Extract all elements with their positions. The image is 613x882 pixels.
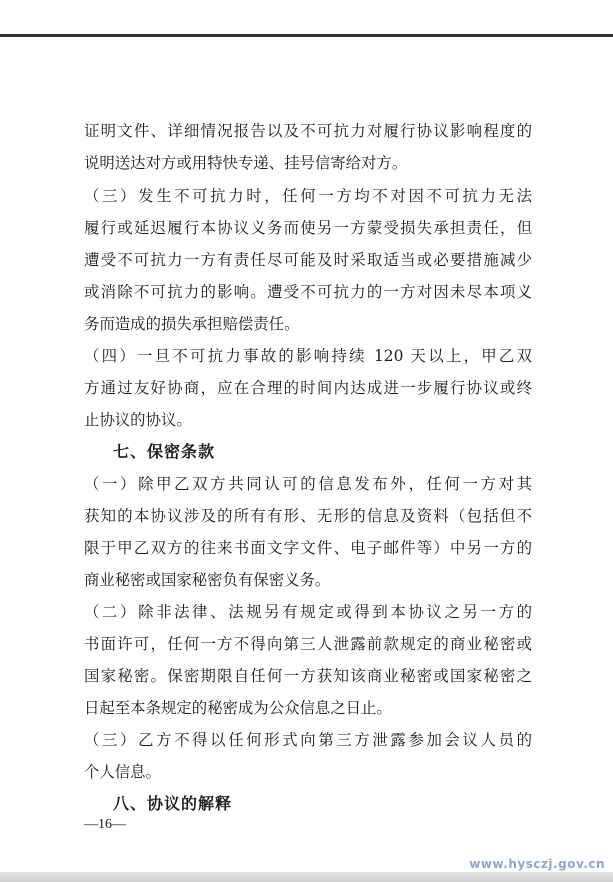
page-top-margin <box>0 0 613 34</box>
text-line: 日起至本条规定的秘密成为公众信息之日止。 <box>84 699 392 717</box>
text-line: 个人信息。 <box>84 763 161 781</box>
text-line: 国家秘密。保密期限自任何一方获知该商业秘密或国家秘密之 <box>84 667 532 685</box>
page-bottom-edge <box>0 872 613 882</box>
text-line: （四）一旦不可抗力事故的影响持续 120 天以上，甲乙双 <box>84 347 532 365</box>
page-number: —16— <box>84 817 126 832</box>
text-line: 证明文件、详细情况报告以及不可抗力对履行协议影响程度的 <box>84 122 532 140</box>
text-line: 限于甲乙双方的往来书面文字文件、电子邮件等）中另一方的 <box>84 539 532 557</box>
text-line: 说明送达对方或用特快专递、挂号信寄给对方。 <box>84 154 408 172</box>
text-line: （二）除非法律、法规另有规定或得到本协议之另一方的 <box>84 603 532 621</box>
text-line: 方通过友好协商，应在合理的时间内达成进一步履行协议或终 <box>84 379 532 397</box>
text-line: 遭受不可抗力一方有责任尽可能及时采取适当或必要措施减少 <box>84 251 532 269</box>
text-line: 书面许可，任何一方不得向第三人泄露前款规定的商业秘密或 <box>84 635 532 653</box>
text-line: 履行或延迟履行本协议义务而使另一方蒙受损失承担责任，但 <box>84 219 532 237</box>
text-line: 商业秘密或国家秘密负有保密义务。 <box>84 571 331 589</box>
section-heading: 八、协议的解释 <box>113 794 233 813</box>
text-line: 务而造成的损失承担赔偿责任。 <box>84 315 300 333</box>
watermark: www.hysczj.gov.cn <box>469 857 605 871</box>
text-line: 获知的本协议涉及的所有有形、无形的信息及资料（包括但不 <box>84 507 532 525</box>
text-line: 止协议的协议。 <box>84 411 192 429</box>
text-line: （三）发生不可抗力时，任何一方均不对因不可抗力无法 <box>84 187 532 205</box>
text-line: （一）除甲乙双方共同认可的信息发布外，任何一方对其 <box>84 475 532 493</box>
text-line: （三）乙方不得以任何形式向第三方泄露参加会议人员的 <box>84 731 532 749</box>
header-rule <box>0 34 613 37</box>
text-line: 或消除不可抗力的影响。遭受不可抗力的一方对因未尽本项义 <box>84 283 532 301</box>
section-heading: 七、保密条款 <box>113 442 216 461</box>
